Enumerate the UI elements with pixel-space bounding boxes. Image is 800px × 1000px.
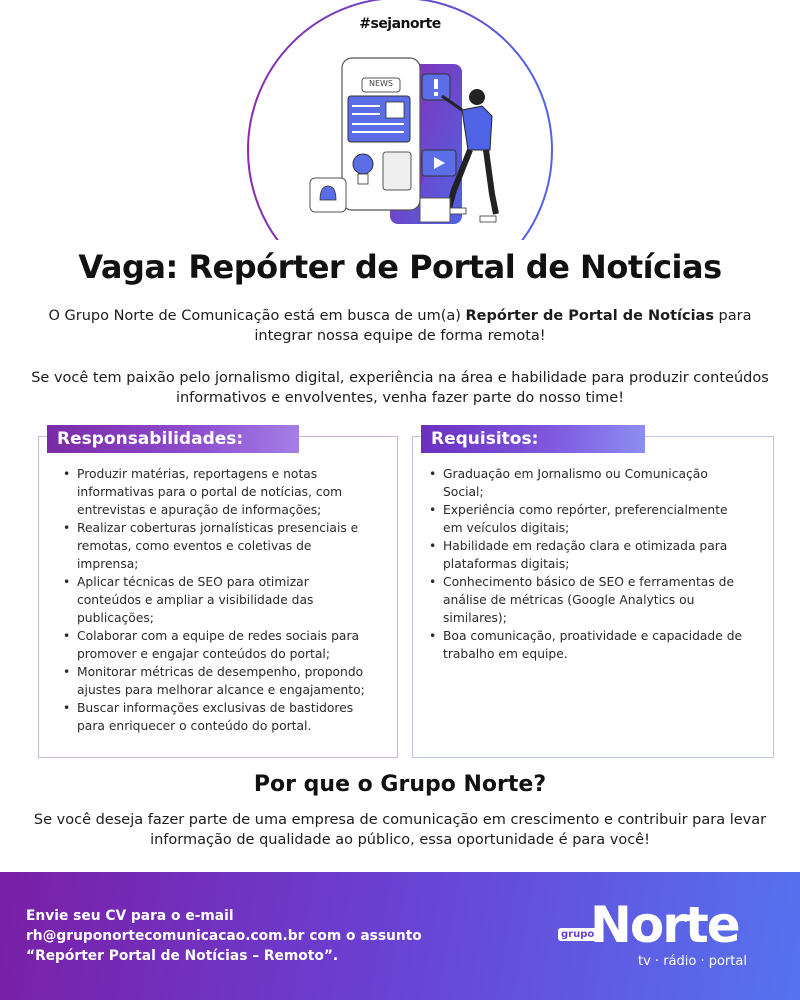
- responsibilities-list: [63, 465, 373, 735]
- intro-paragraph-2: Se você tem paixão pelo jornalismo digital, experiência na área e habilidade para produzir conteúdos informativos e envolventes, venha fazer parte do nosso time!: [31, 370, 769, 406]
- cta-email-line[interactable]: rh@gruponortecomunicacao.com.br com o assunto: [26, 928, 422, 944]
- list-item: • Buscar informações exclusivas de bastidores para enriquecer o conteúdo do portal.: [63, 699, 373, 735]
- list-item: • Experiência como repórter, preferencialmente em veículos digitais;: [429, 501, 747, 537]
- intro-part2: para integrar nossa equipe de forma remota!: [254, 308, 752, 344]
- hero-illustration: [0, 0, 800, 240]
- why-text: Se você deseja fazer parte de uma empresa de comunicação em crescimento e contribuir para levar informação de qualidade ao público, essa oportunidade é para você!: [33, 812, 767, 848]
- responsibilities-box: [38, 429, 398, 758]
- logo-norte-wordmark: Norte: [590, 896, 739, 954]
- list-item: • Habilidade em redação clara e otimizada para plataformas digitais;: [429, 537, 747, 573]
- list-item: • Graduação em Jornalismo ou Comunicação Social;: [429, 465, 747, 501]
- list-item: • Produzir matérias, reportagens e notas informativas para o portal de notícias, com entrevistas e apuração de informações;: [63, 465, 373, 519]
- page-title: Vaga: Repórter de Portal de Notícias: [78, 248, 722, 286]
- requirements-box: [412, 429, 774, 758]
- hashtag: #sejanorte: [359, 16, 441, 32]
- news-badge-label: NEWS: [368, 79, 394, 88]
- intro-part1: O Grupo Norte de Comunicação está em busca de um(a): [48, 308, 466, 324]
- intro-paragraph: [30, 306, 770, 346]
- list-item: • Monitorar métricas de desempenho, propondo ajustes para melhorar alcance e engajamento;: [63, 663, 373, 699]
- responsibilities-heading: Responsabilidades:: [47, 425, 299, 453]
- grupo-norte-logo: [556, 894, 766, 984]
- logo-tagline: tv · rádio · portal: [638, 954, 747, 969]
- requirements-heading: Requisitos:: [421, 425, 645, 453]
- list-item: • Boa comunicação, proatividade e capacidade de trabalho em equipe.: [429, 627, 747, 663]
- list-item: • Conhecimento básico de SEO e ferramentas de análise de métricas (Google Analytics ou similares);: [429, 573, 747, 627]
- why-title: Por que o Grupo Norte?: [253, 772, 547, 797]
- cta-line-1: Envie seu CV para o e-mail: [26, 908, 234, 924]
- cta-subject-line: “Repórter Portal de Notícias – Remoto”.: [26, 948, 339, 964]
- cta-text: [26, 906, 496, 966]
- list-item: • Aplicar técnicas de SEO para otimizar conteúdos e ampliar a visibilidade das publicações;: [63, 573, 373, 627]
- list-item: • Realizar coberturas jornalísticas presenciais e remotas, como eventos e coletivas de imprensa;: [63, 519, 373, 573]
- list-item: • Colaborar com a equipe de redes sociais para promover e engajar conteúdos do portal;: [63, 627, 373, 663]
- requirements-list: [429, 465, 747, 663]
- footer-banner: [0, 872, 800, 1000]
- hero-graphic: [0, 0, 800, 240]
- intro-highlight: Repórter de Portal de Notícias: [465, 308, 714, 324]
- logo-grupo-label: grupo: [558, 928, 597, 941]
